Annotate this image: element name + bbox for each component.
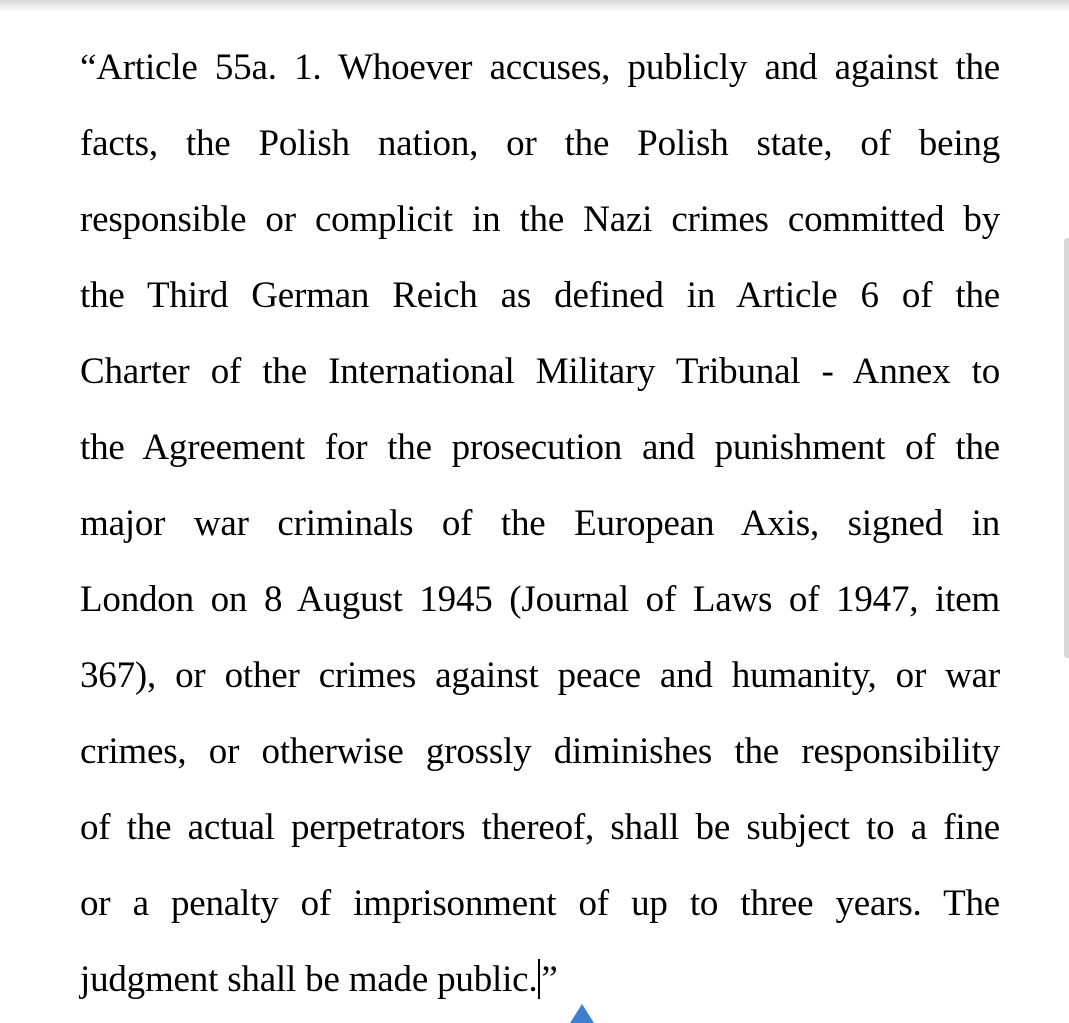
document-line: major war criminals of the European Axis, signed in [80, 503, 1000, 544]
top-toolbar-shadow [0, 0, 1069, 12]
document-line: London on 8 August 1945 (Journal of Laws of 1947, item [80, 579, 1000, 620]
document-line: the Third German Reich as defined in Article 6 of the [80, 275, 1000, 316]
document-line: of the actual perpetrators thereof, shall be subject to a fine [80, 807, 1000, 848]
cursor-handle-icon[interactable] [570, 1004, 594, 1023]
closing-quote: ” [541, 959, 558, 1000]
document-line: responsible or complicit in the Nazi crimes committed by [80, 199, 1000, 240]
document-last-line [80, 942, 1000, 1018]
document-line: Charter of the International Military Tribunal - Annex to [80, 351, 1000, 392]
document-line: or a penalty of imprisonment of up to three years. The [80, 883, 1000, 924]
document-line: 367), or other crimes against peace and humanity, or war [80, 655, 1000, 696]
scrollbar-thumb[interactable] [1064, 238, 1069, 658]
document-body[interactable] [80, 30, 1000, 1018]
document-line: the Agreement for the prosecution and punishment of the [80, 427, 1000, 468]
document-line: “Article 55a. 1. Whoever accuses, publicly and against the [80, 47, 1000, 88]
last-line-text: judgment shall be made public. [80, 959, 538, 1000]
document-line: crimes, or otherwise grossly diminishes the responsibility [80, 731, 1000, 772]
document-line: facts, the Polish nation, or the Polish state, of being [80, 123, 1000, 164]
